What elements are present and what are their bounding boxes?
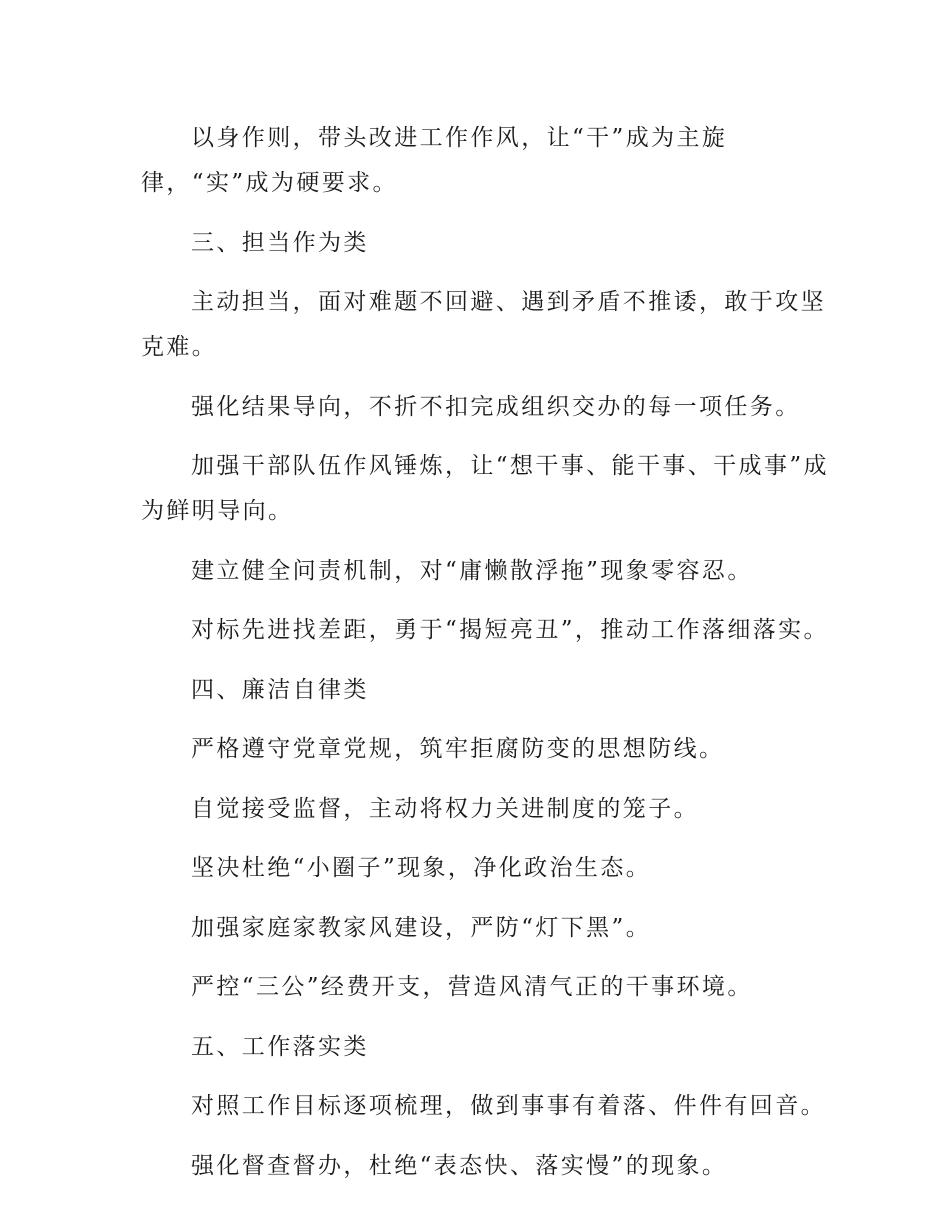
paragraph: 对照工作目标逐项梳理，做到事事有着落、件件有回音。 [191, 1093, 826, 1119]
paragraph: 自觉接受监督，主动将权力关进制度的笼子。 [191, 795, 699, 822]
paragraph: 建立健全问责机制，对“庸懒散浮拖”现象零容忍。 [191, 557, 753, 584]
paragraph: 加强干部队伍作风锤炼，让“想干事、能干事、干成事”成为鲜明导向。 [141, 453, 829, 524]
paragraph: 强化督查督办，杜绝“表态快、落实慢”的现象。 [191, 1152, 728, 1179]
paragraph: 严控“三公”经费开支，营造风清气正的干事环境。 [191, 974, 753, 1000]
paragraph: 坚决杜绝“小圈子”现象，净化政治生态。 [191, 855, 652, 881]
section-heading: 四、廉洁自律类 [191, 676, 369, 703]
paragraph: 主动担当，面对难题不回避、遇到矛盾不推诿，敢于攻坚克难。 [141, 289, 826, 360]
paragraph: 强化结果导向，不折不扣完成组织交办的每一项任务。 [191, 393, 801, 420]
paragraph: 以身作则，带头改进工作作风，让“干”成为主旋律，“实”成为硬要求。 [141, 125, 728, 196]
section-heading: 三、担当作为类 [191, 229, 369, 256]
document-body [141, 116, 831, 1203]
paragraph: 加强家庭家教家风建设，严防“灯下黑”。 [191, 914, 652, 941]
paragraph: 严格遵守党章党规，筑牢拒腐防变的思想防线。 [191, 736, 725, 762]
paragraph: 对标先进找差距，勇于“揭短亮丑”，推动工作落细落实。 [191, 617, 829, 643]
section-heading: 五、工作落实类 [191, 1033, 369, 1060]
